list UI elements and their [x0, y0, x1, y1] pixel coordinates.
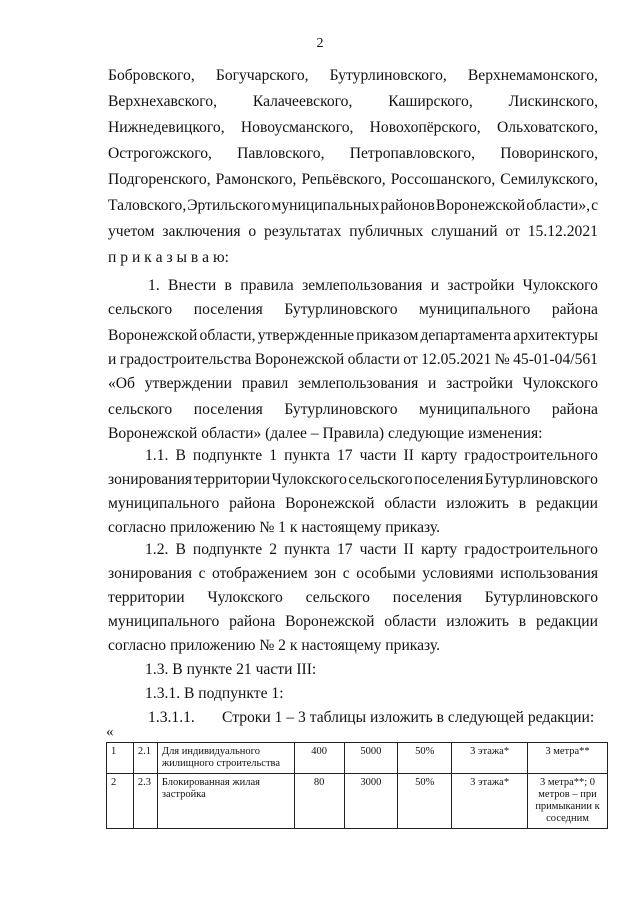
word: Воронежской [435, 197, 526, 214]
text-line [108, 170, 598, 190]
word: редакции [535, 613, 598, 630]
word: с [198, 565, 206, 582]
text-line [148, 276, 598, 296]
word: части [359, 541, 397, 558]
word: 12.05.2021 [421, 351, 492, 368]
word: Бутурлиновского [284, 301, 398, 318]
text-line [108, 196, 598, 216]
table-cell: 5000 [344, 743, 398, 774]
word: зонирования [108, 471, 193, 488]
word: Поворинского, [500, 145, 598, 162]
word: пункта [284, 541, 330, 558]
page-number: 2 [316, 36, 324, 51]
word: В [175, 541, 186, 558]
word: 2 [269, 541, 278, 558]
word: Чулокского [207, 589, 283, 606]
word: подпункте [192, 447, 263, 464]
word: согласно приложению № 1 к настоящему приказу. [108, 519, 441, 536]
word: Семилукского, [500, 171, 598, 188]
table-cell: Блокированная жилая застройка [157, 774, 294, 829]
text-line [108, 588, 598, 608]
word: Калачеевского, [252, 93, 353, 110]
word: согласно приложению № 2 к настоящему приказу. [108, 637, 441, 654]
word: и [430, 277, 440, 294]
table-cell: 2.1 [133, 743, 157, 774]
word: в [224, 277, 232, 294]
word: Новоусманского, [240, 119, 354, 136]
word: в [518, 613, 527, 630]
word: Рамонского, [215, 171, 297, 188]
word: Бутурлиновского [484, 471, 598, 488]
word: слушаний [431, 223, 498, 240]
word: и [108, 351, 117, 368]
word: Бутурлиновского [484, 589, 598, 606]
word: подпункте [192, 541, 263, 558]
text-line [145, 446, 598, 466]
word: 17 [336, 541, 353, 558]
item-text: Строки 1 – 3 таблицы изложить в следующей редакции: [222, 709, 595, 726]
word: утвержденные [257, 327, 355, 344]
word: поселения [392, 589, 462, 606]
word: 1 [269, 447, 278, 464]
word: муниципального [108, 495, 220, 512]
word: Воронежской [108, 327, 198, 344]
word: Бутурлиновского, [329, 67, 447, 84]
word: 1.3. В пункте 21 части III: [145, 661, 317, 678]
word: приказом [356, 327, 419, 344]
word: утверждении [144, 375, 232, 392]
table-cell: 2.3 [133, 774, 157, 829]
word: области», [526, 197, 591, 214]
word: публичных [349, 223, 424, 240]
word: Верхнемамонского, [467, 67, 598, 84]
word: зон [314, 565, 337, 582]
word: условиями [422, 565, 494, 582]
word: Подгоренского, [108, 171, 211, 188]
word: районов [380, 197, 435, 214]
word: застройки [447, 277, 515, 294]
word: Эртильского [187, 197, 271, 214]
word: учетом [108, 223, 155, 240]
word: Россошанского, [390, 171, 496, 188]
word: департамента [420, 327, 512, 344]
word: 1.3.1. В подпункте 1: [145, 685, 284, 702]
text-line [145, 660, 598, 680]
word: № [494, 351, 510, 368]
word: муниципального [108, 613, 220, 630]
text-line [108, 326, 598, 346]
word: отображением [211, 565, 308, 582]
word: сельского [305, 589, 370, 606]
word: архитектуры [513, 327, 598, 344]
word: сельского [108, 401, 173, 418]
word: части [359, 447, 397, 464]
table-cell: 3 этажа* [452, 774, 528, 829]
word: поселения [193, 401, 263, 418]
table-cell: 1 [107, 743, 134, 774]
table-cell: 3 метра** [528, 743, 608, 774]
text-line [108, 470, 598, 490]
word: области [384, 613, 437, 630]
word: Лискинского, [508, 93, 598, 110]
word: землепользования [297, 375, 419, 392]
word: градостроительного [464, 541, 598, 558]
word: В [175, 447, 186, 464]
word: сельского [108, 301, 173, 318]
text-line [108, 400, 598, 420]
word: Острогожского, [108, 145, 212, 162]
word: Внести [168, 277, 217, 294]
word: области [347, 351, 400, 368]
word: 15.12.2021 [527, 223, 598, 240]
text-line [145, 540, 598, 560]
text-line [108, 222, 598, 242]
table-row [107, 774, 608, 829]
word: Воронежской [285, 495, 375, 512]
word: и [428, 375, 437, 392]
word: особыми [356, 565, 416, 582]
word: Репьёвского, [301, 171, 386, 188]
item-number: 1.3.1.1. [148, 709, 195, 726]
table-cell: 50% [398, 743, 452, 774]
word: Нижнедевицкого, [108, 119, 225, 136]
word: поселения [193, 301, 263, 318]
word: Каширского, [388, 93, 473, 110]
table-cell: 80 [294, 774, 344, 829]
word: карту [420, 541, 458, 558]
word: результатах [264, 223, 342, 240]
word: территории [108, 589, 185, 606]
word: изложить [446, 613, 509, 630]
word: района [229, 613, 276, 630]
word: Петропавловского, [349, 145, 475, 162]
text-line [108, 494, 598, 514]
word: Чулокского [522, 277, 598, 294]
text-line [145, 684, 598, 704]
word: в [518, 495, 527, 512]
text-line [108, 374, 598, 394]
table-row [107, 743, 608, 774]
text-line [108, 564, 598, 584]
word: 45-01-04/561 [513, 351, 598, 368]
word: территории [193, 471, 271, 488]
table-cell: 3000 [344, 774, 398, 829]
word: Воронежской [285, 613, 375, 630]
word: II [403, 447, 414, 464]
word: района [551, 401, 598, 418]
text-line [108, 636, 598, 656]
word: 1.1. [145, 447, 169, 464]
word: «Об [108, 375, 135, 392]
table-cell: 3 метра**; 0 метров – при примыкании к соседним [528, 774, 608, 829]
word: редакции [535, 495, 598, 512]
word: муниципальных [271, 197, 380, 214]
word: Бутурлиновского [284, 401, 398, 418]
parameters-table [106, 742, 608, 829]
word: с [591, 197, 598, 214]
word: Новохопёрского, [369, 119, 481, 136]
text-line [108, 92, 598, 112]
word: правил [241, 375, 289, 392]
word: от [505, 223, 520, 240]
word: Воронежской области» (далее – Правила) следующие изменения: [108, 425, 543, 442]
word: правила [240, 277, 294, 294]
word: застройки [446, 375, 513, 392]
word: Чулокского [522, 375, 598, 392]
word: с [342, 565, 350, 582]
table-cell: 2 [107, 774, 134, 829]
text-line [108, 518, 598, 538]
word: 17 [336, 447, 353, 464]
word: карту [420, 447, 458, 464]
word: района [229, 495, 276, 512]
word: области [384, 495, 437, 512]
text-line [108, 248, 598, 268]
word: Богучарского, [215, 67, 309, 84]
word: Чулокского [271, 471, 347, 488]
word: муниципального [419, 301, 531, 318]
text-line [108, 350, 598, 370]
word: землепользования [302, 277, 423, 294]
word: о [248, 223, 257, 240]
table-cell: 50% [398, 774, 452, 829]
word: 1.2. [145, 541, 169, 558]
text-line [108, 66, 598, 86]
table-cell: Для индивидуального жилищного строительства [157, 743, 294, 774]
word: заключения [162, 223, 241, 240]
word: Ольховатского, [496, 119, 598, 136]
word: Воронежской [254, 351, 345, 368]
word: Верхнехавского, [108, 93, 217, 110]
word: градостроительства [119, 351, 252, 368]
word: градостроительного [464, 447, 598, 464]
word: Таловского, [108, 197, 187, 214]
word: 1. [148, 277, 160, 294]
opening-quote: « [106, 724, 114, 740]
word: области, [199, 327, 256, 344]
word: муниципального [419, 401, 531, 418]
word: Бобровского, [108, 67, 195, 84]
text-line [108, 424, 598, 444]
table-cell: 3 этажа* [452, 743, 528, 774]
word: сельского [348, 471, 413, 488]
word: района [551, 301, 598, 318]
word: использования [500, 565, 598, 582]
word: изложить [446, 495, 509, 512]
table-cell: 400 [294, 743, 344, 774]
word: зонирования [108, 565, 193, 582]
word: Павловского, [237, 145, 325, 162]
word: п р и к а з ы в а ю: [108, 249, 229, 266]
word: поселения [414, 471, 484, 488]
text-line [108, 144, 598, 164]
word: II [403, 541, 414, 558]
word: пункта [284, 447, 330, 464]
word: от [403, 351, 418, 368]
text-line [108, 118, 598, 138]
text-line [108, 300, 598, 320]
text-line [108, 612, 598, 632]
